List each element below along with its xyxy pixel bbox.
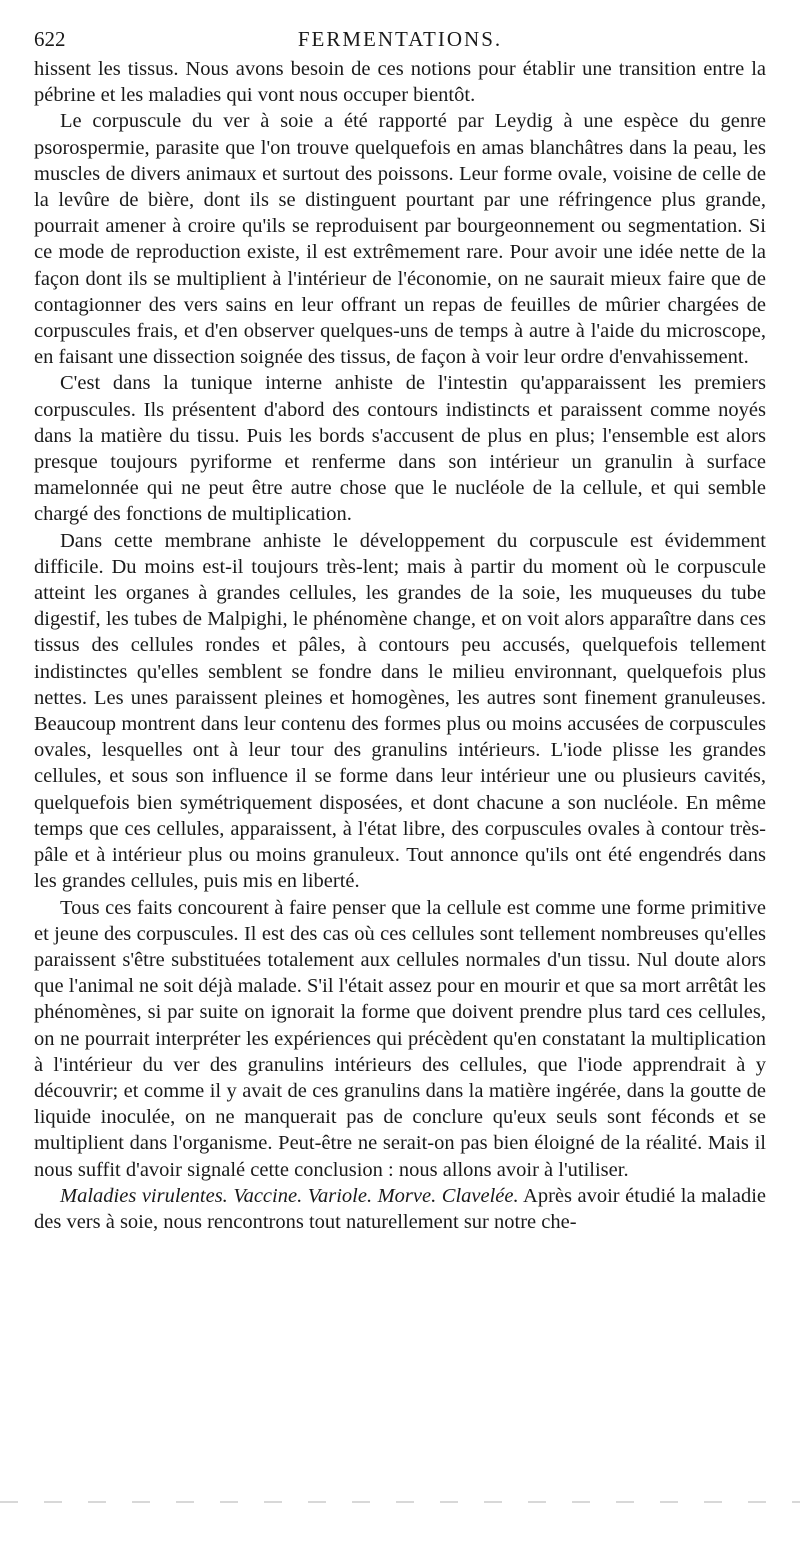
running-title: FERMENTATIONS.: [297, 27, 503, 51]
section-paragraph-text: Après avoir étudié la maladie des vers à soie, nous rencontrons tout naturellement sur notre che-: [34, 1184, 766, 1233]
page-number: 622: [34, 27, 66, 51]
section-heading: Maladies virulentes. Vaccine. Variole. Morve. Clavelée.: [60, 1184, 519, 1207]
document-page: [34, 22, 766, 1235]
paragraph: Le corpuscule du ver à soie a été rapporté par Leydig à une espèce du genre psorospermie, parasite que l'on trouve quelquefois en amas blanchâtres dans la peau, les muscles de divers animaux et surtout des poissons. Leur forme ovale, voisine de celle de la levûre de bière, dont ils se distinguent pourtant par une réfringence plus grande, pourrait amener à croire qu'ils se reproduisent par bourgeonnement ou segmentation. Si ce mode de reproduction existe, il est extrêmement rare. Pour avoir une idée nette de la façon dont ils se multiplient à l'intérieur de l'économie, on ne saurait mieux faire que de contagionner des vers sains en leur offrant un repas de feuilles de mûrier chargées de corpuscules frais, et d'en observer quelques-uns de temps à autre à l'aide du microscope, en faisant une dissection soignée des tissus, de façon à voir leur ordre d'envahissement.: [34, 110, 766, 369]
paragraph: hissent les tissus. Nous avons besoin de ces notions pour établir une transition entre la pébrine et les maladies qui vont nous occuper bientôt.: [34, 58, 766, 107]
paragraph: Dans cette membrane anhiste le développement du corpuscule est évidemment difficile. Du moins est-il toujours très-lent; mais à partir du moment où le corpuscule atteint les organes à grandes cellules, les grandes de la soie, les muqueuses du tube digestif, les tubes de Malpighi, le phénomène change, et on voit alors apparaître dans ces tissus des cellules rondes et pâles, à contours peu accusés, quelquefois tellement indistinctes qu'elles semblent se fondre dans le milieu environnant, quelquefois plus nettes. Les unes paraissent pleines et homogènes, les autres sont finement granuleuses. Beaucoup montrent dans leur contenu des formes plus ou moins accusées de corpuscules ovales, lesquelles ont à leur tour des granulins intérieurs. L'iode plisse les grandes cellules, et sous son influence il se forme dans leur intérieur une ou plusieurs cavités, quelquefois bien symétriquement disposées, et dont chacune a son nucléole. En même temps que ces cellules, apparaissent, à l'état libre, des corpuscules ovales à contour très-pâle et à intérieur plus ou moins granuleux. Tout annonce qu'ils ont été engendrés dans les grandes cellules, puis mis en liberté.: [34, 529, 766, 893]
page-bottom-scan-marks: [0, 1501, 800, 1503]
section-paragraph: [34, 1183, 766, 1235]
running-header: [34, 22, 766, 56]
paragraph: Tous ces faits concourent à faire penser que la cellule est comme une forme primitive et jeune des corpuscules. Il est des cas où ces cellules sont tellement nombreuses qu'elles paraissent s'être substituées totalement aux cellules normales d'un tissu. Nul doute alors que l'animal ne soit déjà malade. S'il l'était assez pour en mourir et que sa mort arrêtât les phénomènes, si par suite on ignorait la forme que doivent prendre plus tard ces cellules, on ne pourrait interpréter les expériences qui précèdent qu'en constatant la multiplication à l'intérieur du ver des granulins intérieurs des cellules, que l'iode apprendrait à y découvrir; et comme il y avait de ces granulins dans la matière ingérée, dans la goutte de liquide inoculée, on ne manquerait pas de conclure qu'eux seuls sont féconds et se multiplient dans l'organisme. Peut-être ne serait-on pas bien éloigné de la réalité. Mais il nous suffit d'avoir signalé cette conclusion : nous allons avoir à l'utiliser.: [34, 896, 766, 1181]
paragraph: C'est dans la tunique interne anhiste de l'intestin qu'apparaissent les premiers corpuscules. Ils présentent d'abord des contours indistincts et paraissent comme noyés dans la matière du tissu. Puis les bords s'accusent de plus en plus; l'ensemble est alors presque toujours pyriforme et renferme dans son intérieur un granulin à surface mamelonnée qui ne peut être autre chose que le nucléole de la cellule, et qui semble chargé des fonctions de multiplication.: [34, 372, 766, 526]
body-text: [34, 56, 766, 1235]
